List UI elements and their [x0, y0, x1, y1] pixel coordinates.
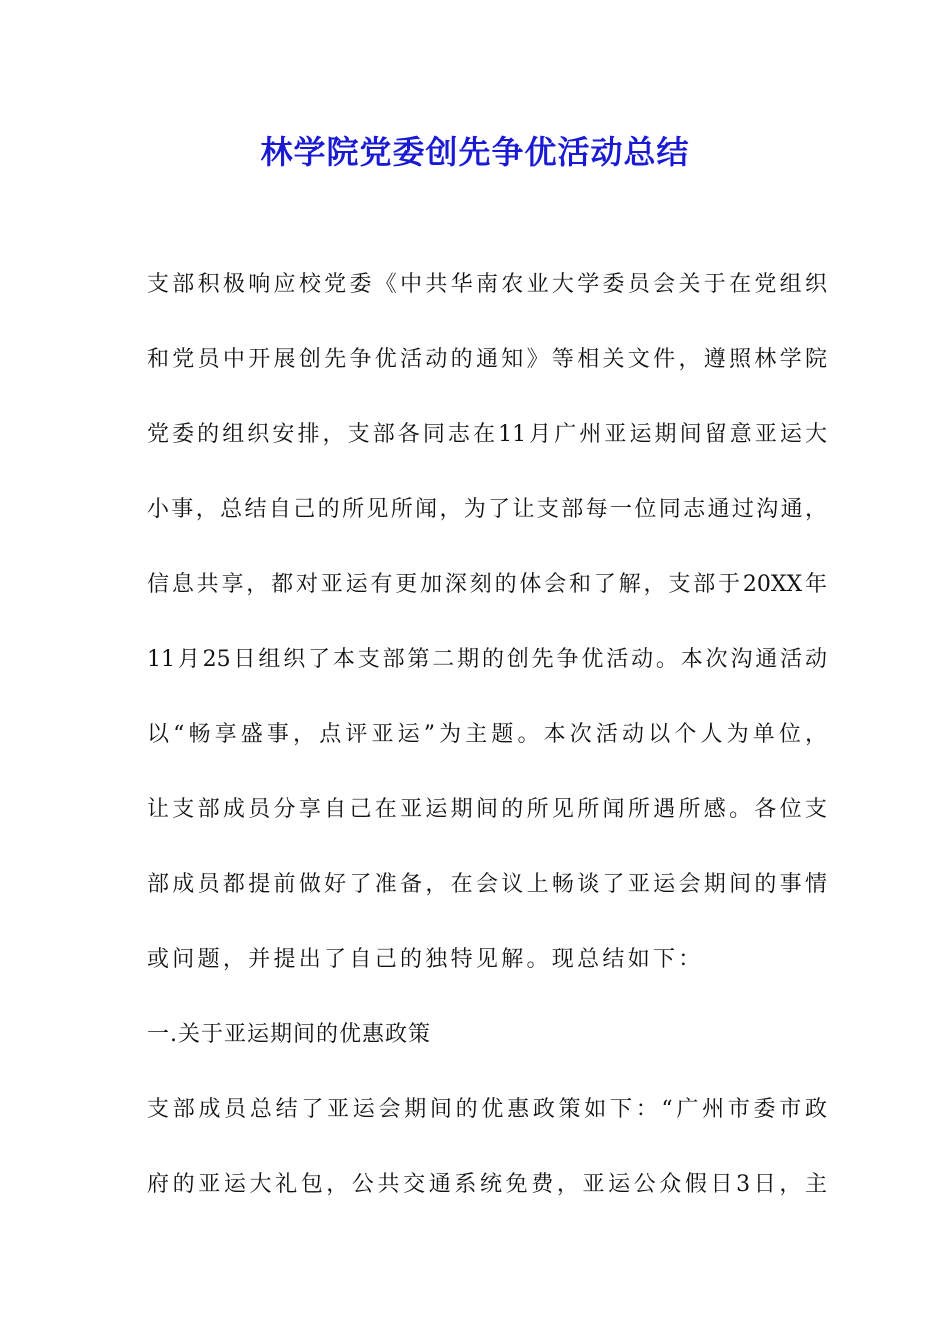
document-title: 林学院党委创先争优活动总结: [260, 133, 690, 171]
paragraph-line: 和党员中开展创先争优活动的通知》等相关文件，遵照林学院: [147, 347, 827, 372]
paragraph-line: 以“畅享盛事，点评亚运”为主题。本次活动以个人为单位，: [147, 722, 827, 747]
paragraph-line: 信息共享，都对亚运有更加深刻的体会和了解，支部于20XX年: [147, 572, 827, 597]
paragraph-line: 11月25日组织了本支部第二期的创先争优活动。本次沟通活动: [147, 647, 827, 672]
paragraph-line: 小事，总结自己的所见所闻，为了让支部每一位同志通过沟通，: [147, 497, 827, 522]
section-heading: 一.关于亚运期间的优惠政策: [147, 1022, 431, 1047]
paragraph-line: 让支部成员分享自己在亚运期间的所见所闻所遇所感。各位支: [147, 797, 827, 822]
paragraph-line: 支部成员总结了亚运会期间的优惠政策如下：“广州市委市政: [147, 1097, 827, 1122]
paragraph-line: 党委的组织安排，支部各同志在11月广州亚运期间留意亚运大: [147, 422, 827, 447]
paragraph-line: 府的亚运大礼包，公共交通系统免费，亚运公众假日3日，主: [147, 1172, 827, 1197]
paragraph-line: 部成员都提前做好了准备，在会议上畅谈了亚运会期间的事情: [147, 872, 827, 897]
document-body: [147, 260, 827, 1235]
paragraph-line: 支部积极响应校党委《中共华南农业大学委员会关于在党组织: [147, 272, 827, 297]
paragraph-line: 或问题，并提出了自己的独特见解。现总结如下：: [147, 947, 704, 972]
